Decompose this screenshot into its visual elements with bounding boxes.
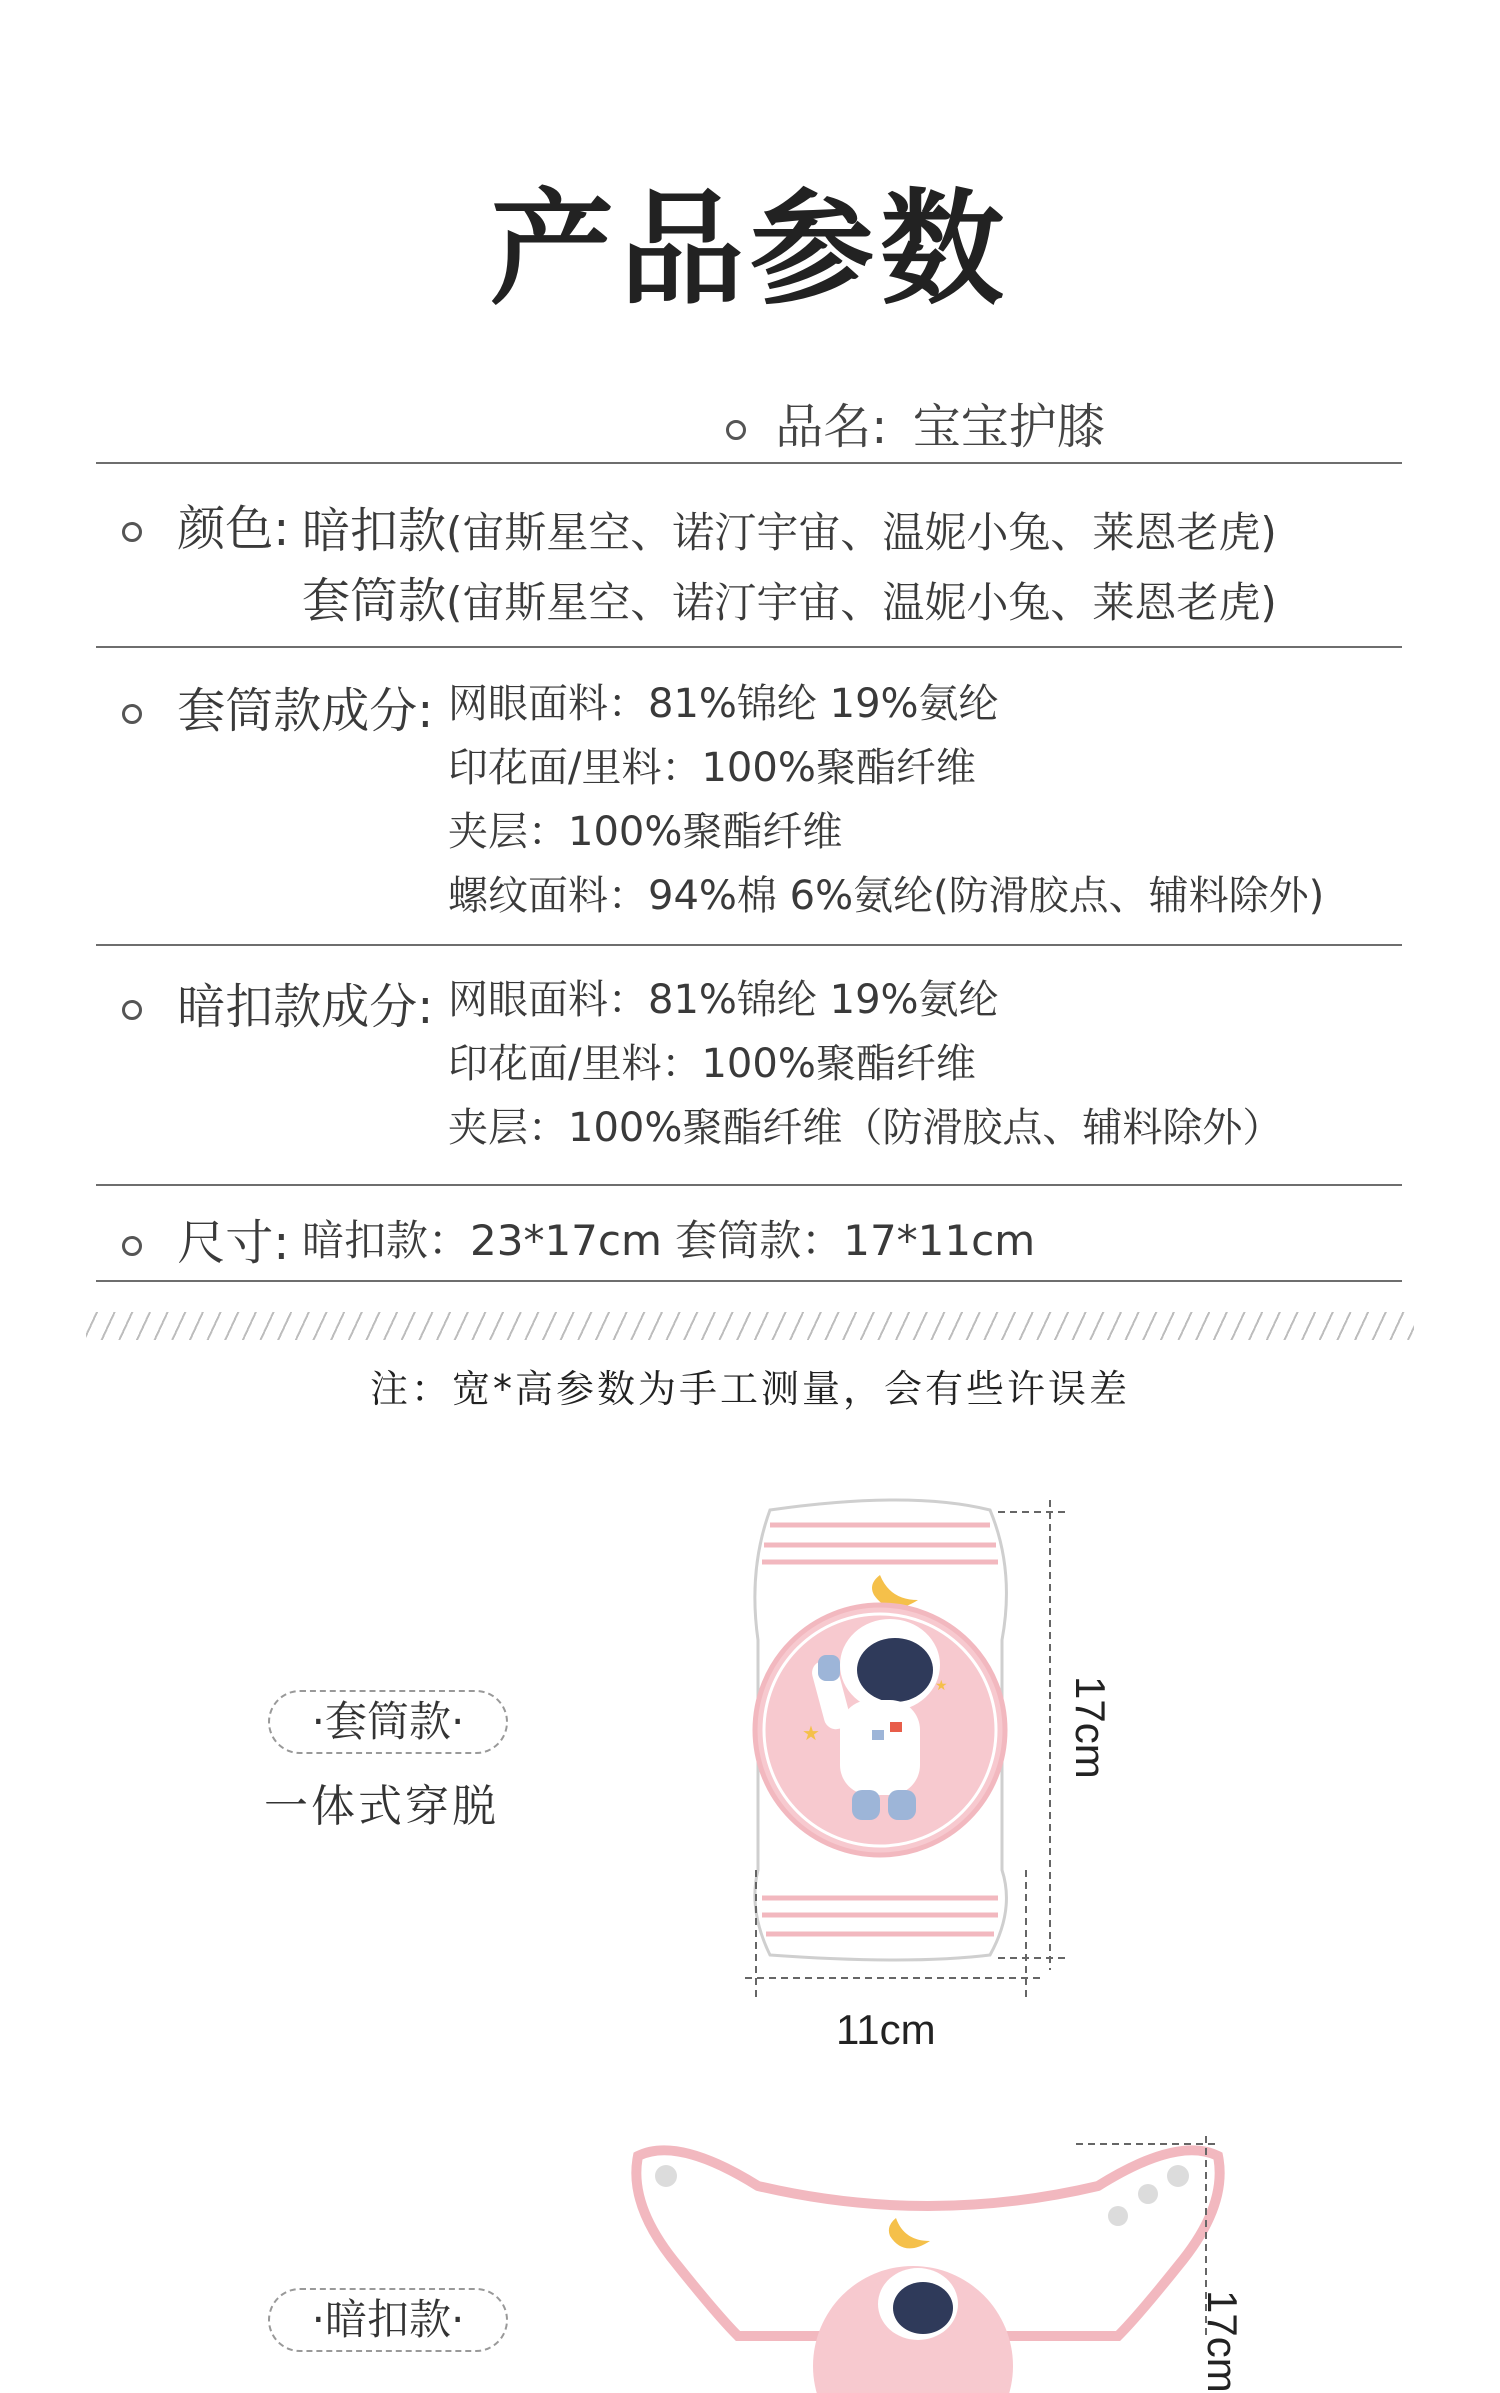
snap-knee-pad-illustration (618, 2136, 1238, 2326)
svg-text:★: ★ (935, 1678, 948, 1694)
product-tag-snap: ·暗扣款· (268, 2288, 508, 2352)
sleeve-width-dimension: 11cm (836, 2006, 936, 2053)
product-tag-sleeve: ·套筒款· (268, 1690, 508, 1754)
divider (96, 944, 1402, 946)
color-style-sleeve: 套筒款 (302, 573, 447, 629)
size-label-group (122, 1204, 289, 1273)
composition-item: 网眼面料：81%锦纶 19%氨纶 (448, 977, 999, 1023)
sleeve-knee-pad-illustration (740, 1490, 1080, 1970)
color-line-1 (302, 492, 1277, 561)
sleeve-composition-label: 套筒款成分: (177, 683, 434, 739)
product-name-label: 品名: (775, 399, 888, 455)
snap-height-dimension: 17cm (1199, 2290, 1246, 2393)
divider (96, 1280, 1402, 1282)
composition-item: 印花面/里料：100%聚酯纤维 (448, 1041, 976, 1087)
size-label: 尺寸: (177, 1215, 290, 1271)
bullet-circle-icon (122, 1000, 142, 1020)
snap-composition-list (448, 968, 1282, 1160)
composition-item: 夹层：100%聚酯纤维 (448, 809, 843, 855)
color-label-group (122, 490, 289, 559)
composition-item: 网眼面料：81%锦纶 19%氨纶 (448, 681, 999, 727)
composition-item: 螺纹面料：94%棉 6%氨纶(防滑胶点、辅料除外) (448, 873, 1325, 919)
sleeve-composition-list (448, 672, 1324, 928)
divider (96, 462, 1402, 464)
divider (96, 646, 1402, 648)
snap-composition-label-group (122, 968, 433, 1037)
bullet-circle-icon (122, 522, 142, 542)
color-label: 颜色: (177, 501, 290, 557)
product-subtitle-sleeve: 一体式穿脱 (264, 1781, 499, 1832)
product-name-row (726, 388, 1105, 457)
color-line-2 (302, 562, 1277, 631)
svg-text:★: ★ (802, 1721, 820, 1745)
measurement-note: 注：宽*高参数为手工测量，会有些许误差 (369, 1367, 1130, 1411)
color-style-snap: 暗扣款 (302, 503, 447, 559)
bullet-circle-icon (122, 704, 142, 724)
sleeve-height-dimension: 17cm (1067, 1676, 1114, 1779)
composition-item: 印花面/里料：100%聚酯纤维 (448, 745, 976, 791)
divider (96, 1184, 1402, 1186)
color-options-snap: (宙斯星空、诺汀宇宙、温妮小兔、莱恩老虎) (446, 508, 1277, 557)
color-options-sleeve: (宙斯星空、诺汀宇宙、温妮小兔、莱恩老虎) (446, 578, 1277, 627)
snap-composition-label: 暗扣款成分: (177, 979, 434, 1035)
hatched-separator (86, 1312, 1414, 1340)
page-title: 产品参数 (489, 178, 1010, 322)
sleeve-composition-label-group (122, 672, 433, 741)
product-name-value: 宝宝护膝 (912, 399, 1105, 455)
bullet-circle-icon (726, 420, 746, 440)
size-value: 暗扣款：23*17cm 套筒款：17*11cm (302, 1216, 1036, 1265)
bullet-circle-icon (122, 1236, 142, 1256)
composition-item: 夹层：100%聚酯纤维（防滑胶点、辅料除外） (448, 1105, 1283, 1151)
